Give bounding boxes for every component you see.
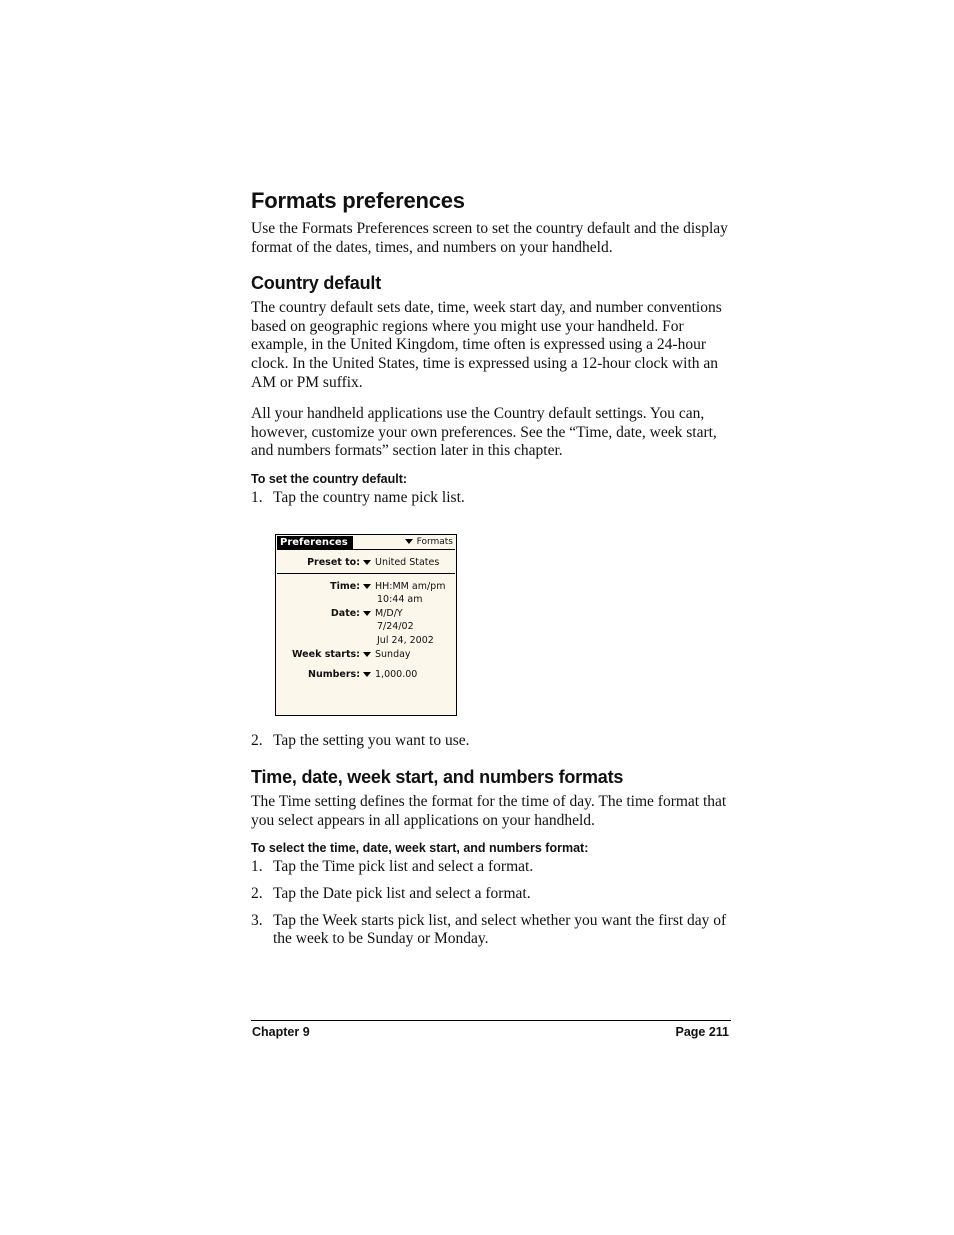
dropdown-arrow-icon <box>405 539 413 544</box>
preset-picker[interactable] <box>363 556 439 569</box>
step-number: 1. <box>251 858 263 876</box>
time-picker[interactable] <box>363 580 445 593</box>
date-value: M/D/Y <box>375 608 403 619</box>
step-text: Tap the Date pick list and select a format. <box>273 884 531 902</box>
page-footer <box>252 1025 729 1039</box>
date-example-short: 7/24/02 <box>377 621 414 632</box>
formats-paragraph: The Time setting defines the format for the time of day. The time format that you select appears in all applications on your handheld. <box>251 793 727 829</box>
step-number: 3. <box>251 911 263 929</box>
dropdown-arrow-icon <box>363 672 371 677</box>
footer-rule <box>251 1020 731 1021</box>
country-default-paragraph-2: All your handheld applications use the Country default settings. You can, however, customize your own preferences. See the “Time, date, week start, and numbers formats” section later in this chapter. <box>251 405 717 460</box>
category-picker[interactable] <box>405 536 453 549</box>
numbers-value: 1,000.00 <box>375 669 418 680</box>
time-label: Time: <box>330 581 360 592</box>
procedure-heading-select-format: To select the time, date, week start, and numbers format: <box>251 841 589 856</box>
intro-paragraph: Use the Formats Preferences screen to set the country default and the display format of the dates, times, and numbers on your handheld. <box>251 220 728 256</box>
step-3-formats <box>251 912 731 949</box>
divider <box>277 573 455 574</box>
week-starts-value: Sunday <box>375 649 411 660</box>
date-label: Date: <box>330 608 360 619</box>
step-2-country <box>251 732 731 751</box>
category-label: Formats <box>416 537 453 547</box>
step-number: 2. <box>251 731 263 749</box>
section-heading-country-default: Country default <box>251 273 381 294</box>
step-number: 1. <box>251 488 263 506</box>
country-default-paragraph-1: The country default sets date, time, week start day, and number conventions based on geographic regions where you might use your handheld. For example, in the United Kingdom, time often is expressed using a 24-hour clock. In the United States, time is expressed using a 12-hour clock with an AM or PM suffix. <box>251 299 722 391</box>
footer-chapter: Chapter 9 <box>252 1025 310 1039</box>
step-number: 2. <box>251 884 263 902</box>
numbers-picker[interactable] <box>363 668 417 681</box>
footer-page-number: Page 211 <box>675 1025 729 1039</box>
step-text: Tap the country name pick list. <box>273 488 465 506</box>
formats-preferences-screenshot <box>275 534 457 716</box>
week-starts-label: Week starts: <box>292 649 360 660</box>
step-text: Tap the setting you want to use. <box>273 731 470 749</box>
date-example-long: Jul 24, 2002 <box>377 635 434 646</box>
dropdown-arrow-icon <box>363 584 371 589</box>
screenshot-title-bar <box>277 536 455 550</box>
time-value: HH:MM am/pm <box>375 581 446 592</box>
step-1-country <box>251 489 731 508</box>
page-title: Formats preferences <box>251 188 465 213</box>
dropdown-arrow-icon <box>363 611 371 616</box>
dropdown-arrow-icon <box>363 652 371 657</box>
date-picker[interactable] <box>363 607 403 620</box>
step-text: Tap the Time pick list and select a format. <box>273 858 534 876</box>
section-heading-formats: Time, date, week start, and numbers formats <box>251 767 624 788</box>
week-starts-picker[interactable] <box>363 648 411 661</box>
screenshot-title: Preferences <box>277 536 353 549</box>
dropdown-arrow-icon <box>363 560 371 565</box>
step-2-formats <box>251 885 731 904</box>
procedure-heading-set-country: To set the country default: <box>251 471 408 486</box>
step-text: Tap the Week starts pick list, and select whether you want the first day of the week to be Sunday or Monday. <box>273 911 727 948</box>
preset-label: Preset to: <box>307 557 360 568</box>
preset-value: United States <box>375 557 440 568</box>
step-1-formats <box>251 858 731 877</box>
time-example: 10:44 am <box>377 594 423 605</box>
numbers-label: Numbers: <box>308 669 360 680</box>
